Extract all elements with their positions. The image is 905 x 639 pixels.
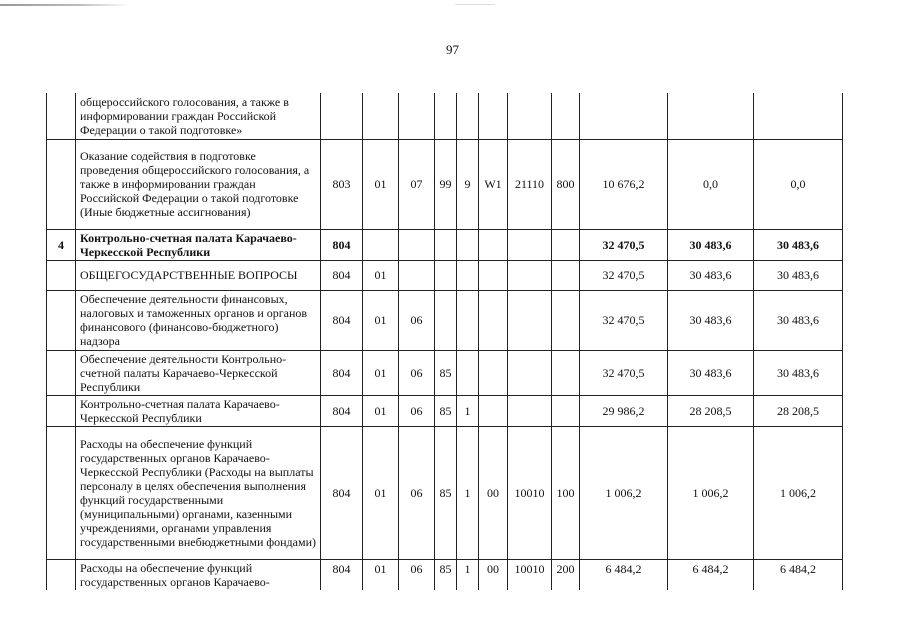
code-section: 01 — [363, 139, 399, 229]
code-subprogram — [457, 93, 479, 139]
code-expense — [508, 93, 552, 139]
table-row — [47, 290, 843, 350]
row-name: Контрольно-счетная палата Карачаево-Черкесской Республики — [76, 395, 321, 426]
amount-year2: 30 483,6 — [668, 260, 754, 290]
code-section: 01 — [363, 290, 399, 350]
code-subprogram — [457, 350, 479, 395]
row-name: ОБЩЕГОСУДАРСТВЕННЫЕ ВОПРОСЫ — [76, 260, 321, 290]
code-program — [435, 290, 457, 350]
row-index — [47, 559, 76, 590]
code-subprogram: 9 — [457, 139, 479, 229]
amount-year2: 30 483,6 — [668, 290, 754, 350]
code-expense — [508, 350, 552, 395]
row-index — [47, 290, 76, 350]
code-program: 99 — [435, 139, 457, 229]
code-section — [363, 229, 399, 260]
row-name: Оказание содействия в подготовке проведения общероссийского голосования, а также в информировании граждан Российской Федерации о такой подготовке (Иные бюджетные ассигнования) — [76, 139, 321, 229]
code-direction — [479, 93, 508, 139]
amount-year1: 32 470,5 — [580, 290, 668, 350]
code-program — [435, 260, 457, 290]
row-name: Расходы на обеспечение функций государственных органов Карачаево-Черкесской Республики (Расходы на выплаты персоналу в целях обеспечения выполнения функций государственными (муниципальными) органами, казенными учреждениями, органами управления государственными внебюджетными фондами) — [76, 426, 321, 559]
code-type — [552, 260, 580, 290]
code-subprogram — [457, 229, 479, 260]
code-subsection: 06 — [399, 290, 435, 350]
amount-year2: 1 006,2 — [668, 426, 754, 559]
code-program: 85 — [435, 395, 457, 426]
amount-year2: 30 483,6 — [668, 229, 754, 260]
code-section: 01 — [363, 350, 399, 395]
amount-year2: 6 484,2 — [668, 559, 754, 590]
amount-year1 — [580, 93, 668, 139]
code-subsection — [399, 229, 435, 260]
amount-year2: 0,0 — [668, 139, 754, 229]
table-row — [47, 426, 843, 559]
amount-year2 — [668, 93, 754, 139]
amount-year3: 28 208,5 — [754, 395, 843, 426]
code-program — [435, 93, 457, 139]
amount-year3: 30 483,6 — [754, 260, 843, 290]
code-gov: 804 — [321, 559, 363, 590]
code-type: 200 — [552, 559, 580, 590]
code-type — [552, 350, 580, 395]
code-direction — [479, 395, 508, 426]
page-number: 97 — [446, 42, 459, 57]
code-subprogram — [457, 290, 479, 350]
code-direction: 00 — [479, 426, 508, 559]
row-index — [47, 260, 76, 290]
row-name: общероссийского голосования, а также в информировании граждан Российской Федерации о такой подготовке» — [76, 93, 321, 139]
code-subsection: 06 — [399, 426, 435, 559]
amount-year3: 30 483,6 — [754, 350, 843, 395]
code-program: 85 — [435, 559, 457, 590]
code-direction — [479, 260, 508, 290]
row-index — [47, 139, 76, 229]
code-section — [363, 93, 399, 139]
row-index — [47, 350, 76, 395]
code-subsection: 06 — [399, 559, 435, 590]
amount-year3: 1 006,2 — [754, 426, 843, 559]
code-program — [435, 229, 457, 260]
code-program: 85 — [435, 350, 457, 395]
row-name: Обеспечение деятельности Контрольно-счетной палаты Карачаево-Черкесской Республики — [76, 350, 321, 395]
code-section: 01 — [363, 559, 399, 590]
code-gov: 804 — [321, 260, 363, 290]
code-subsection — [399, 93, 435, 139]
code-expense: 21110 — [508, 139, 552, 229]
amount-year1: 6 484,2 — [580, 559, 668, 590]
row-index — [47, 395, 76, 426]
row-index: 4 — [47, 229, 76, 260]
row-name: Расходы на обеспечение функций государственных органов Карачаево- — [76, 559, 321, 590]
code-expense: 10010 — [508, 559, 552, 590]
row-name: Контрольно-счетная палата Карачаево-Черкесской Республики — [76, 229, 321, 260]
code-direction — [479, 290, 508, 350]
code-direction — [479, 229, 508, 260]
scan-edge-mark — [0, 4, 130, 6]
code-subsection: 07 — [399, 139, 435, 229]
row-name: Обеспечение деятельности финансовых, налоговых и таможенных органов и органов финансового (финансово-бюджетного) надзора — [76, 290, 321, 350]
amount-year3: 30 483,6 — [754, 290, 843, 350]
table-row — [47, 229, 843, 260]
code-program: 85 — [435, 426, 457, 559]
code-subprogram: 1 — [457, 395, 479, 426]
code-subprogram: 1 — [457, 426, 479, 559]
code-section: 01 — [363, 260, 399, 290]
amount-year3 — [754, 93, 843, 139]
amount-year3: 30 483,6 — [754, 229, 843, 260]
code-subsection — [399, 260, 435, 290]
code-direction: W1 — [479, 139, 508, 229]
code-gov: 804 — [321, 426, 363, 559]
code-expense — [508, 260, 552, 290]
scan-edge-mark — [455, 4, 495, 5]
amount-year1: 1 006,2 — [580, 426, 668, 559]
amount-year1: 32 470,5 — [580, 229, 668, 260]
code-subsection: 06 — [399, 395, 435, 426]
table-row — [47, 395, 843, 426]
code-type: 100 — [552, 426, 580, 559]
code-gov — [321, 93, 363, 139]
table-row — [47, 260, 843, 290]
code-section: 01 — [363, 395, 399, 426]
code-expense — [508, 290, 552, 350]
code-subprogram: 1 — [457, 559, 479, 590]
code-expense — [508, 395, 552, 426]
code-gov: 804 — [321, 395, 363, 426]
amount-year1: 10 676,2 — [580, 139, 668, 229]
amount-year1: 29 986,2 — [580, 395, 668, 426]
code-section: 01 — [363, 426, 399, 559]
amount-year1: 32 470,5 — [580, 350, 668, 395]
code-type: 800 — [552, 139, 580, 229]
table-row — [47, 93, 843, 139]
code-type — [552, 395, 580, 426]
code-subsection: 06 — [399, 350, 435, 395]
code-gov: 804 — [321, 350, 363, 395]
budget-table — [46, 93, 843, 590]
code-direction — [479, 350, 508, 395]
code-expense: 10010 — [508, 426, 552, 559]
code-direction: 00 — [479, 559, 508, 590]
code-subprogram — [457, 260, 479, 290]
code-expense — [508, 229, 552, 260]
table-row — [47, 559, 843, 590]
code-type — [552, 93, 580, 139]
amount-year3: 6 484,2 — [754, 559, 843, 590]
table-row — [47, 139, 843, 229]
amount-year1: 32 470,5 — [580, 260, 668, 290]
row-index — [47, 426, 76, 559]
code-gov: 804 — [321, 229, 363, 260]
code-gov: 803 — [321, 139, 363, 229]
code-type — [552, 290, 580, 350]
row-index — [47, 93, 76, 139]
table-row — [47, 350, 843, 395]
code-type — [552, 229, 580, 260]
amount-year2: 28 208,5 — [668, 395, 754, 426]
amount-year3: 0,0 — [754, 139, 843, 229]
code-gov: 804 — [321, 290, 363, 350]
amount-year2: 30 483,6 — [668, 350, 754, 395]
